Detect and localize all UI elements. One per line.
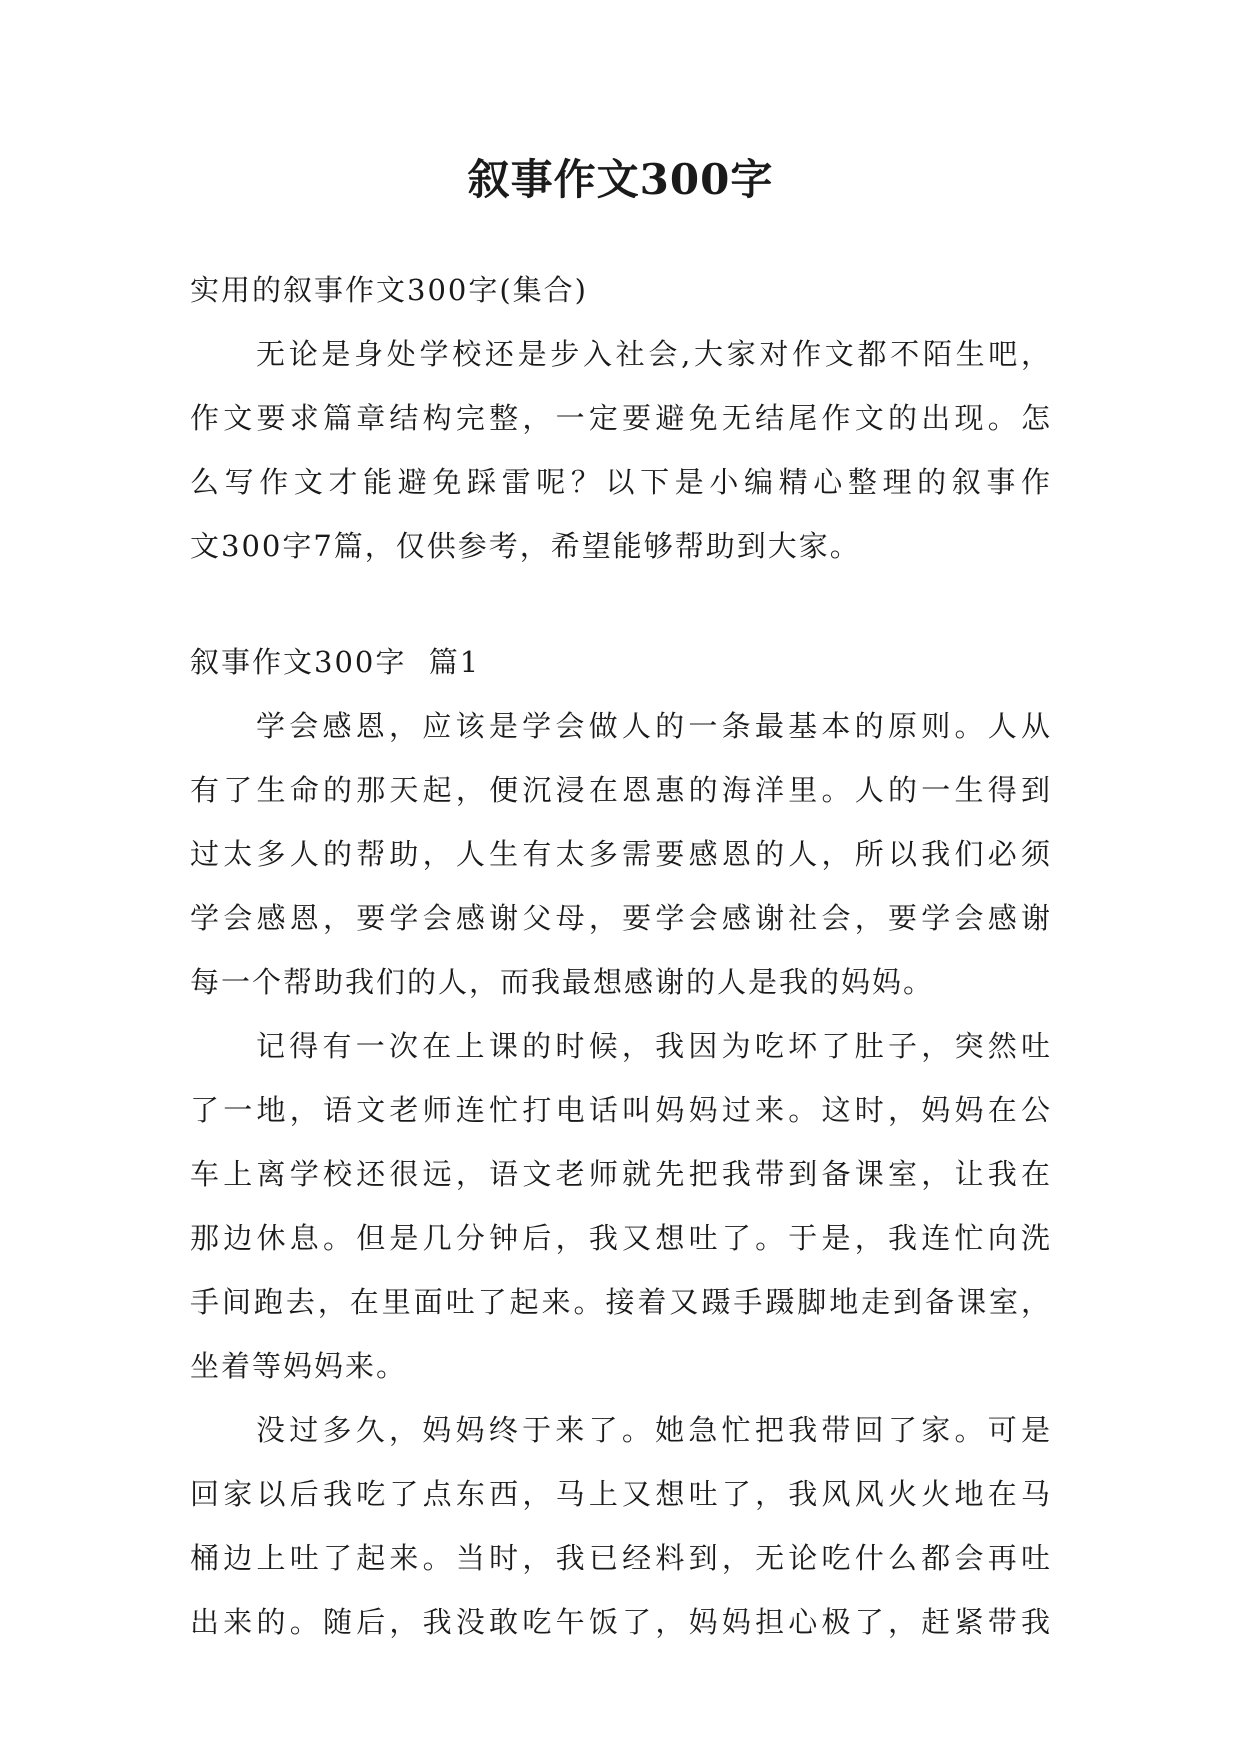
text-line: 学会感恩，要学会感谢父母，要学会感谢社会，要学会感谢 <box>190 901 1050 935</box>
text-line: 回家以后我吃了点东西，马上又想吐了，我风风火火地在马 <box>190 1477 1050 1511</box>
text-line: 有了生命的那天起，便沉浸在恩惠的海洋里。人的一生得到 <box>190 773 1050 807</box>
article-paragraph-1 <box>190 694 1050 1014</box>
text-line: 那边休息。但是几分钟后，我又想吐了。于是，我连忙向洗 <box>190 1221 1050 1255</box>
text-line: 没过多久，妈妈终于来了。她急忙把我带回了家。可是 <box>256 1413 1050 1447</box>
text-line: 出来的。随后，我没敢吃午饭了，妈妈担心极了，赶紧带我 <box>190 1605 1050 1639</box>
text-line: 手间跑去，在里面吐了起来。接着又蹑手蹑脚地走到备课室， <box>190 1285 1050 1319</box>
text-line: 无论是身处学校还是步入社会,大家对作文都不陌生吧， <box>256 337 1050 371</box>
text-line: 文300字7篇，仅供参考，希望能够帮助到大家。 <box>190 529 861 563</box>
intro-subtitle: 实用的叙事作文300字(集合) <box>190 273 588 307</box>
article-paragraph-2 <box>190 1014 1050 1398</box>
document-body <box>190 258 1050 1654</box>
article-paragraph-3 <box>190 1398 1050 1654</box>
text-line: 记得有一次在上课的时候，我因为吃坏了肚子，突然吐 <box>256 1029 1050 1063</box>
article-heading: 叙事作文300字 篇1 <box>190 645 481 679</box>
document-title: 叙事作文300字 <box>467 155 774 204</box>
text-line: 桶边上吐了起来。当时，我已经料到，无论吃什么都会再吐 <box>190 1541 1050 1575</box>
section-gap <box>190 578 1050 630</box>
intro-paragraph <box>190 322 1050 578</box>
text-line: 了一地，语文老师连忙打电话叫妈妈过来。这时，妈妈在公 <box>190 1093 1050 1127</box>
text-line: 每一个帮助我们的人，而我最想感谢的人是我的妈妈。 <box>190 965 935 999</box>
text-line: 过太多人的帮助，人生有太多需要感恩的人，所以我们必须 <box>190 837 1050 871</box>
text-line: 作文要求篇章结构完整，一定要避免无结尾作文的出现。怎 <box>190 401 1050 435</box>
text-line: 么写作文才能避免踩雷呢？以下是小编精心整理的叙事作 <box>190 465 1050 499</box>
text-line: 车上离学校还很远，语文老师就先把我带到备课室，让我在 <box>190 1157 1050 1191</box>
text-line: 坐着等妈妈来。 <box>190 1349 408 1383</box>
text-line: 学会感恩，应该是学会做人的一条最基本的原则。人从 <box>256 709 1050 743</box>
